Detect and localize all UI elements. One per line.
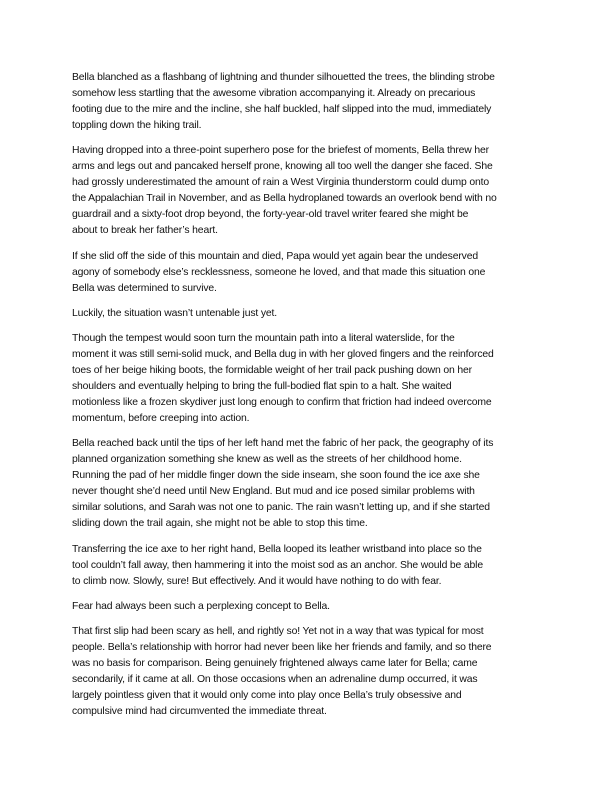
text-line: motionless like a frozen skydiver just long enough to confirm that friction had indeed overcome — [72, 397, 492, 409]
text-line: was no basis for comparison. Being genuinely frightened always came later for Bella; came — [72, 658, 478, 670]
paragraph — [72, 624, 552, 720]
paragraph — [72, 436, 552, 532]
paragraph — [72, 331, 552, 427]
text-line: moment it was still semi-solid muck, and Bella dug in with her gloved fingers and the reinforced — [72, 349, 494, 361]
text-line: the Appalachian Trail in November, and as Bella hydroplaned towards an overlook bend with no — [72, 193, 497, 205]
text-line: about to break her father’s heart. — [72, 225, 218, 237]
text-line: If she slid off the side of this mountain and died, Papa would yet again bear the undeserved — [72, 250, 478, 262]
document-page — [72, 70, 552, 730]
text-line: Luckily, the situation wasn’t untenable just yet. — [72, 307, 278, 319]
text-line: toes of her beige hiking boots, the formidable weight of her trail pack pushing down on her — [72, 365, 472, 377]
text-line: toppling down the hiking trail. — [72, 120, 202, 131]
text-line: Having dropped into a three-point superhero pose for the briefest of moments, Bella threw her — [72, 145, 489, 157]
text-line: planned organization something she knew as well as the streets of her childhood home. — [72, 454, 462, 466]
text-line: largely pointless given that it would only come into play once Bella’s truly obsessive and — [72, 690, 462, 702]
text-line: to climb now. Slowly, sure! But effectively. And it would have nothing to do with fear. — [72, 575, 442, 587]
text-line: Running the pad of her middle finger down the side inseam, she soon found the ice axe she — [72, 470, 480, 482]
paragraph — [72, 70, 552, 134]
text-line: agony of somebody else’s recklessness, someone he loved, and that made this situation one — [72, 266, 486, 278]
text-line: momentum, before creeping into action. — [72, 413, 250, 425]
text-line: Though the tempest would soon turn the mountain path into a literal waterslide, for the — [72, 333, 455, 345]
text-line: Bella reached back until the tips of her left hand met the fabric of her pack, the geography of its — [72, 438, 494, 450]
text-line: had grossly underestimated the amount of rain a West Virginia thunderstorm could dump onto — [72, 177, 489, 189]
paragraph — [72, 306, 552, 322]
text-line: That first slip had been scary as hell, and rightly so! Yet not in a way that was typical for most — [72, 626, 484, 638]
text-line: never thought she’d need until New England. But mud and ice posed similar problems with — [72, 486, 475, 498]
text-line: Fear had always been such a perplexing concept to Bella. — [72, 601, 330, 613]
paragraph — [72, 599, 552, 615]
text-line: sliding down the trail again, she might not be able to stop this time. — [72, 518, 368, 530]
text-line: arms and legs out and pancaked herself prone, knowing all too well the danger she faced. She — [72, 161, 493, 173]
text-line: guardrail and a sixty-foot drop beyond, the forty-year-old travel writer feared she might be — [72, 209, 469, 221]
paragraph — [72, 542, 552, 590]
paragraph — [72, 143, 552, 239]
text-line: tool couldn’t fall away, then hammering it into the moist sod as an anchor. She would be able — [72, 559, 483, 571]
text-line: secondarily, if it came at all. On those occasions when an adrenaline dump occurred, it was — [72, 674, 478, 686]
text-line: Transferring the ice axe to her right hand, Bella looped its leather wristband into place so the — [72, 543, 482, 555]
text-line: people. Bella’s relationship with horror had never been like her friends and family, and so there — [72, 642, 492, 654]
text-line: similar solutions, and Sarah was not one to panic. The rain wasn’t letting up, and if she started — [72, 502, 490, 514]
text-line: shoulders and eventually helping to bring the full-bodied flat spin to a halt. She waited — [72, 381, 452, 393]
text-line: compulsive mind had circumvented the immediate threat. — [72, 706, 327, 718]
paragraph — [72, 249, 552, 297]
text-line: Bella was determined to survive. — [72, 282, 217, 294]
text-line: footing due to the mire and the incline, she half buckled, half slipped into the mud, immediately — [72, 104, 492, 115]
text-line: Bella blanched as a flashbang of lightning and thunder silhouetted the trees, the blinding strobe — [72, 72, 495, 83]
text-line: somehow less startling that the awesome vibration accompanying it. Already on precarious — [72, 88, 476, 99]
